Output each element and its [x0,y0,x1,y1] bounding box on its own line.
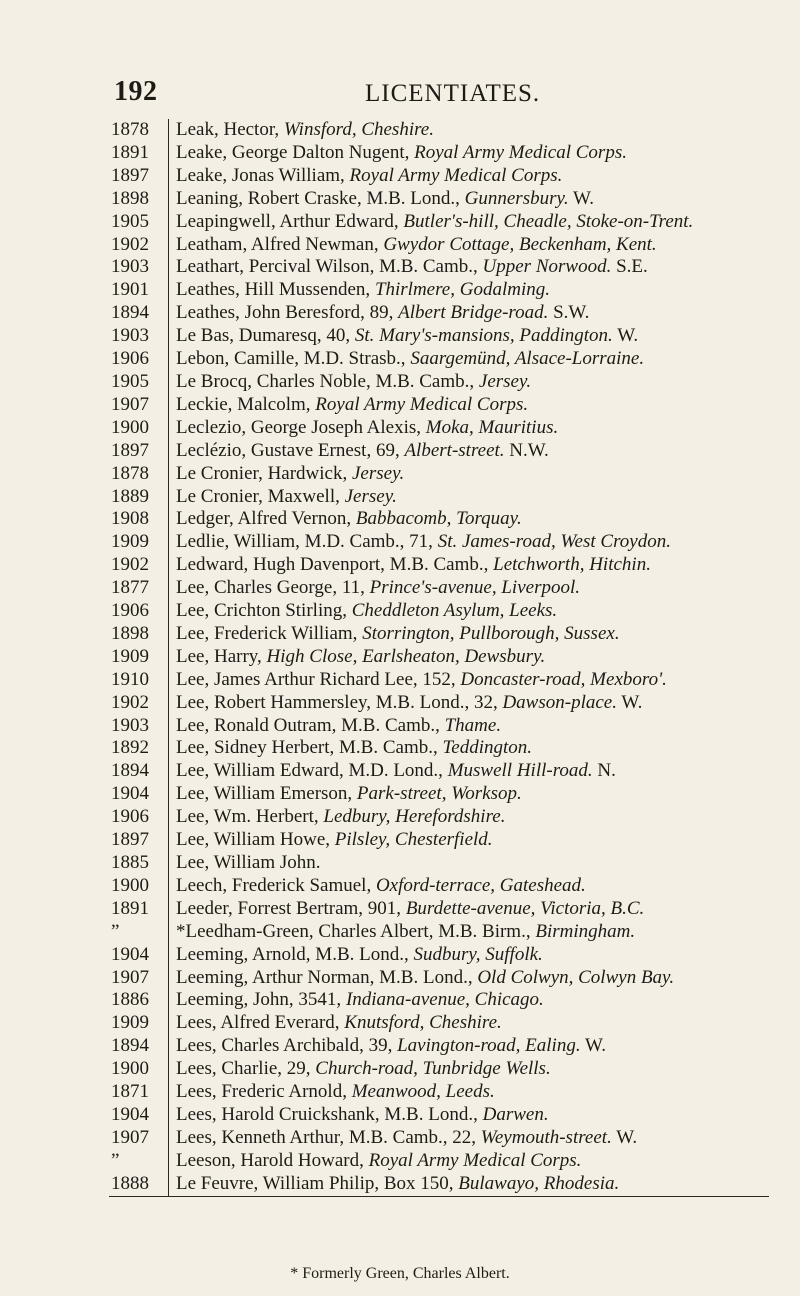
entry-address: Teddington. [442,737,533,759]
list-item [109,188,769,211]
list-item [109,554,769,577]
entry-name: Le Brocq, Charles Noble, M.B. Camb., [176,370,479,392]
entry-text [163,1173,769,1196]
entry-year: 1906 [111,348,149,370]
entry-name: Leclézio, Gustave Ernest, 69, [176,439,405,461]
entry-text [163,1012,769,1035]
entry-name: *Leedham-Green, Charles Albert, M.B. Birm., [176,920,536,942]
entry-year: 1897 [111,829,149,851]
list-item [109,715,769,738]
entry-year: 1903 [111,714,149,736]
entry-address: Weymouth-street. [480,1126,612,1148]
list-item [109,1127,769,1150]
entry-name: Leeder, Forrest Bertram, 901, [176,897,406,919]
entry-year: 1907 [111,393,149,415]
list-item [109,1150,769,1173]
entry-text [163,669,769,692]
entry-name: Le Feuvre, William Philip, Box 150, [176,1172,459,1194]
entry-year: 1910 [111,668,149,690]
entry-year: 1904 [111,783,149,805]
list-item [109,600,769,623]
entry-address: Indiana-avenue, Chicago. [345,989,544,1011]
entry-name: Leclezio, George Joseph Alexis, [176,416,426,438]
entry-text [163,1104,769,1127]
entry-address: Gwydor Cottage, Beckenham, Kent. [383,233,657,255]
entry-text [163,211,769,234]
entry-address: Babbacomb, Torquay. [355,508,522,530]
list-item [109,829,769,852]
entry-year: 1898 [111,622,149,644]
entry-text [163,646,769,669]
entry-year: ” [111,920,120,942]
entry-year: 1904 [111,943,149,965]
entry-name: Leeming, Arnold, M.B. Lond., [176,943,414,965]
entry-name: Lee, Harry, [176,645,267,667]
entry-name: Leech, Frederick Samuel, [176,874,376,896]
entry-name: Lee, William John. [176,852,321,873]
entry-name: Lee, Wm. Herbert, [176,806,324,828]
entry-text [163,577,769,600]
entry-name: Ledward, Hugh Davenport, M.B. Camb., [176,554,494,576]
entry-text [163,554,769,577]
list-item [109,119,769,142]
entry-year: 1878 [111,462,149,484]
entry-year: 1909 [111,645,149,667]
entry-text [163,760,769,783]
entry-year: 1891 [111,897,149,919]
entry-text [163,967,769,990]
entry-text [163,898,769,921]
entry-year: 1889 [111,485,149,507]
entry-address: Sudbury, Suffolk. [413,943,543,965]
list-item [109,669,769,692]
entry-name: Lee, Sidney Herbert, M.B. Camb., [176,737,443,759]
entry-year: 1885 [111,852,149,873]
entry-address: Royal Army Medical Corps. [315,393,529,415]
entry-name: Lee, William Edward, M.D. Lond., [176,760,448,782]
entry-year: 1906 [111,806,149,828]
list-item [109,944,769,967]
list-item [109,1058,769,1081]
entry-text [163,394,769,417]
entry-text [163,944,769,967]
entry-text [163,188,769,211]
entry-name: Leathes, Hill Mussenden, [176,279,375,301]
entry-address: Darwen. [482,1103,549,1125]
entry-year: 1900 [111,1058,149,1080]
entry-name: Lees, Charles Archibald, 39, [176,1035,398,1057]
entry-address: Prince's-avenue, Liverpool. [369,577,581,599]
entry-year: 1901 [111,279,149,301]
entry-name: Lee, Crichton Stirling, [176,600,352,622]
entry-year: 1906 [111,600,149,622]
entry-year: 1902 [111,691,149,713]
entry-district: W. [616,691,643,713]
list-item [109,737,769,760]
entry-name: Lee, William Emerson, [176,783,357,805]
list-item [109,989,769,1012]
list-item [109,921,769,944]
entry-name: Ledger, Alfred Vernon, [176,508,356,530]
list-item [109,302,769,325]
entry-address: Royal Army Medical Corps. [368,1149,582,1171]
entry-address: Old Colwyn, Colwyn Bay. [477,966,675,988]
list-item [109,577,769,600]
list-item [109,394,769,417]
entry-year: 1871 [111,1081,149,1103]
entry-year: 1905 [111,370,149,392]
entry-address: Pilsley, Chesterfield. [334,829,493,851]
entry-text [163,623,769,646]
entry-year: 1904 [111,1103,149,1125]
list-item [109,623,769,646]
entry-name: Lees, Harold Cruickshank, M.B. Lond., [176,1103,483,1125]
list-item [109,783,769,806]
entry-name: Leake, Jonas William, [176,164,350,186]
list-item [109,440,769,463]
list-item [109,760,769,783]
entry-year: 1900 [111,874,149,896]
entry-year: 1903 [111,325,149,347]
footnote: * Formerly Green, Charles Albert. [290,1265,510,1282]
entry-year: 1886 [111,989,149,1011]
entry-district: N.W. [504,439,549,461]
entry-year: 1902 [111,554,149,576]
entry-name: Lee, Frederick William, [176,622,363,644]
entry-text [163,256,769,279]
entry-address: Cheddleton Asylum, Leeks. [351,600,558,622]
entry-name: Lees, Kenneth Arthur, M.B. Camb., 22, [176,1126,481,1148]
entry-district: W. [580,1035,606,1057]
entry-text [163,234,769,257]
entry-address: St. Mary's-mansions, Paddington. [354,325,613,347]
entry-address: Doncaster-road, Mexboro'. [460,668,667,690]
entry-name: Leatham, Alfred Newman, [176,233,384,255]
entry-year: 1894 [111,1035,149,1057]
list-item [109,486,769,509]
entry-address: Muswell Hill-road. [447,760,593,782]
entry-address: Storrington, Pullborough, Sussex. [362,622,620,644]
entry-text [163,1058,769,1081]
entry-year: 1898 [111,187,149,209]
entry-address: Butler's-hill, Cheadle, Stoke-on-Trent. [403,210,694,232]
entry-address: Jersey. [344,485,397,507]
entry-name: Le Bas, Dumaresq, 40, [176,325,355,347]
entry-year: 1900 [111,416,149,438]
entry-name: Ledlie, William, M.D. Camb., 71, [176,531,438,553]
entry-district: W. [612,325,639,347]
entry-text [163,921,769,944]
entry-address: Church-road, Tunbridge Wells. [315,1058,551,1080]
entry-text [163,348,769,371]
entry-address: Jersey. [351,462,405,484]
entry-year: 1908 [111,508,149,530]
entry-year: 1907 [111,1126,149,1148]
entry-year: 1897 [111,439,149,461]
list-item [109,325,769,348]
list-item [109,806,769,829]
entry-text [163,852,769,875]
entry-text [163,875,769,898]
entry-address: Moka, Mauritius. [425,416,559,438]
entry-address: Royal Army Medical Corps. [349,164,563,186]
entry-name: Leathes, John Beresford, 89, [176,302,399,324]
list-item [109,1035,769,1058]
entry-address: Meanwood, Leeds. [351,1081,495,1103]
entry-text [163,989,769,1012]
entry-name: Leeming, John, 3541, [176,989,346,1011]
list-item [109,1173,769,1196]
entry-address: St. James-road, West Croydon. [437,531,671,553]
list-item [109,898,769,921]
entry-district: N. [592,760,616,782]
entry-name: Lebon, Camille, M.D. Strasb., [176,348,411,370]
entry-year: 1897 [111,164,149,186]
entry-text [163,165,769,188]
entry-text [163,371,769,394]
entry-name: Leake, George Dalton Nugent, [176,141,415,163]
entry-address: Saargemünd, Alsace-Lorraine. [410,348,645,370]
entry-year: 1877 [111,577,149,599]
list-item [109,1104,769,1127]
entry-name: Lees, Charlie, 29, [176,1058,316,1080]
list-item [109,463,769,486]
entry-name: Leaning, Robert Craske, M.B. Lond., [176,187,465,209]
entry-name: Leapingwell, Arthur Edward, [176,210,404,232]
list-item [109,967,769,990]
list-item [109,1012,769,1035]
list-item [109,142,769,165]
entry-text [163,417,769,440]
entry-year: 1894 [111,302,149,324]
entry-text [163,1150,769,1173]
entry-address: Thame. [444,714,502,736]
entry-year: 1894 [111,760,149,782]
entry-address: Birmingham. [535,920,636,942]
entry-text [163,715,769,738]
list-item [109,875,769,898]
entry-name: Lee, Charles George, 11, [176,577,370,599]
entry-address: Lavington-road, Ealing. [397,1035,581,1057]
entry-text [163,1081,769,1104]
entry-text [163,783,769,806]
running-head: LICENTIATES. [365,80,541,107]
entry-district: W. [611,1126,638,1148]
entry-address: Knutsford, Cheshire. [344,1012,502,1034]
entry-address: Gunnersbury. [464,187,569,209]
entry-text [163,440,769,463]
list-item [109,279,769,302]
entry-address: Albert-street. [404,439,505,461]
list-item [109,165,769,188]
page-number: 192 [114,76,158,107]
list-item [109,692,769,715]
entry-address: Dawson-place. [502,691,617,713]
list-item [109,852,769,875]
entry-year: 1907 [111,966,149,988]
list-item [109,508,769,531]
entry-address: Winsford, Cheshire. [283,119,434,140]
entry-year: 1909 [111,1012,149,1034]
list-item [109,417,769,440]
entry-name: Lees, Alfred Everard, [176,1012,345,1034]
entry-text [163,486,769,509]
entry-text [163,1035,769,1058]
entry-address: Albert Bridge-road. [398,302,549,324]
entry-name: Leeming, Arthur Norman, M.B. Lond., [176,966,478,988]
entry-name: Leeson, Harold Howard, [176,1149,369,1171]
list-item [109,211,769,234]
licentiates-list [109,119,769,1197]
entry-year: 1888 [111,1172,149,1194]
entry-text [163,600,769,623]
list-item [109,256,769,279]
list-item [109,371,769,394]
entry-address: Letchworth, Hitchin. [493,554,651,576]
entry-address: Oxford-terrace, Gateshead. [375,874,586,896]
entry-name: Lees, Frederic Arnold, [176,1081,352,1103]
list-item [109,531,769,554]
entry-name: Le Cronier, Maxwell, [176,485,345,507]
list-item [109,646,769,669]
entry-text [163,737,769,760]
entry-district: S.E. [611,256,648,278]
entry-address: Jersey. [478,370,532,392]
entry-name: Lee, Ronald Outram, M.B. Camb., [176,714,445,736]
entry-year: 1892 [111,737,149,759]
entry-address: Royal Army Medical Corps. [414,141,627,163]
entry-year: 1878 [111,119,149,140]
entry-year: ” [111,1149,120,1171]
entry-text [163,508,769,531]
list-item [109,1081,769,1104]
entry-name: Le Cronier, Hardwick, [176,462,352,484]
entry-text [163,119,769,142]
entry-text [163,325,769,348]
entry-district: S.W. [548,302,590,324]
entry-text [163,1127,769,1150]
entry-name: Leak, Hector, [176,119,284,140]
entry-address: Upper Norwood. [482,256,612,278]
entry-text [163,531,769,554]
entry-year: 1909 [111,531,149,553]
entry-text [163,279,769,302]
entry-address: Park-street, Worksop. [356,783,522,805]
entry-district: W. [568,187,594,209]
entry-text [163,302,769,325]
entry-name: Lee, Robert Hammersley, M.B. Lond., 32, [176,691,503,713]
entry-address: Ledbury, Herefordshire. [323,806,506,828]
entry-text [163,806,769,829]
entry-name: Lee, William Howe, [176,829,335,851]
entry-text [163,692,769,715]
entry-address: High Close, Earlsheaton, Dewsbury. [266,645,546,667]
entry-year: 1902 [111,233,149,255]
entry-address: Thirlmere, Godalming. [374,279,550,301]
entry-name: Lee, James Arthur Richard Lee, 152, [176,668,461,690]
list-item [109,234,769,257]
list-item [109,348,769,371]
entry-name: Leckie, Malcolm, [176,393,316,415]
entry-year: 1905 [111,210,149,232]
entry-address: Bulawayo, Rhodesia. [458,1172,620,1194]
entry-name: Leathart, Percival Wilson, M.B. Camb., [176,256,483,278]
entry-text [163,142,769,165]
entry-year: 1903 [111,256,149,278]
entry-text [163,463,769,486]
entry-address: Burdette-avenue, Victoria, B.C. [405,897,645,919]
entry-year: 1891 [111,141,149,163]
entry-text [163,829,769,852]
